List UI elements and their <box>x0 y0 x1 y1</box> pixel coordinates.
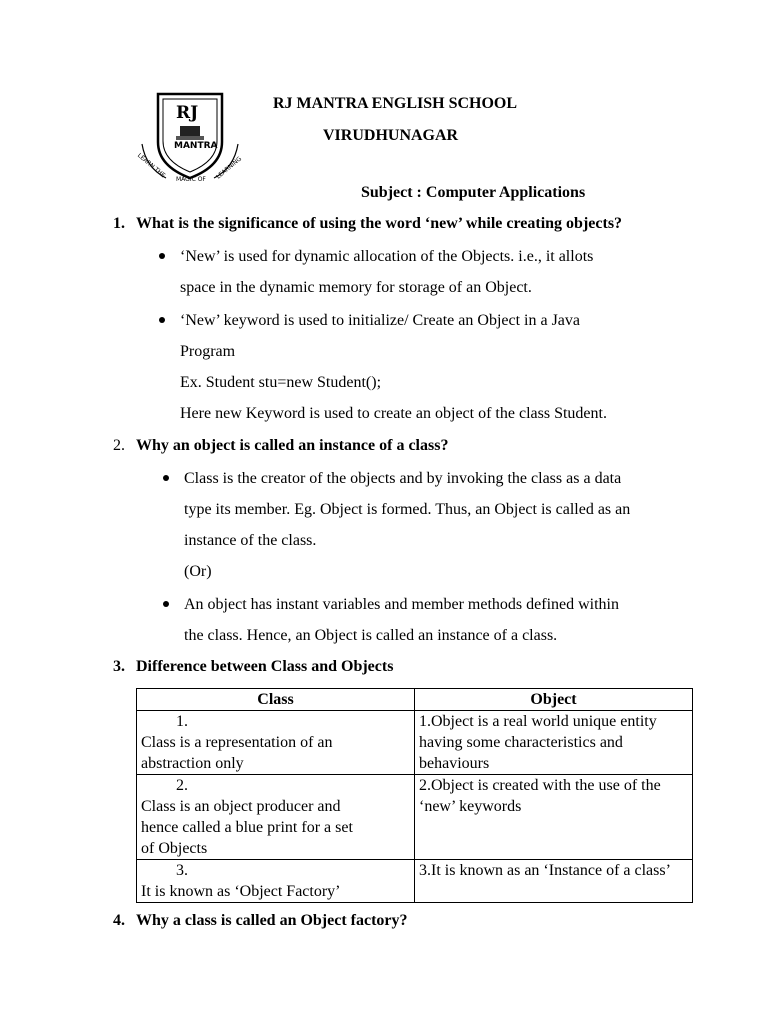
q1-explanation: Here new Keyword is used to create an object of the class Student. <box>180 405 607 422</box>
row-number: 2. <box>176 777 188 794</box>
q2-b2-line1: An object has instant variables and member methods defined within <box>184 596 619 613</box>
logo-initials: RJ <box>176 103 199 123</box>
school-city: VIRUDHUNAGAR <box>323 127 459 144</box>
q2-b1-line2: type its member. Eg. Object is formed. Thus, an Object is called as an <box>184 501 631 518</box>
table-cell-class <box>137 775 415 860</box>
school-logo <box>136 88 244 184</box>
q3-question: Difference between Class and Objects <box>136 658 394 675</box>
q2-bullet-1 <box>163 475 169 481</box>
logo-motto-mid: MAGIC OF <box>176 176 206 183</box>
q1-question: What is the significance of using the word ‘new’ while creating objects? <box>136 215 623 232</box>
logo-motto-left: LEARN THE <box>136 152 167 180</box>
q1-bullet-2 <box>159 317 165 323</box>
q1-b2-line2: Program <box>180 343 236 360</box>
q1-b1-line2: space in the dynamic memory for storage of an Object. <box>180 279 532 296</box>
table-cell-class <box>137 711 415 775</box>
class-object-table <box>136 688 693 903</box>
q1-number: 1. <box>113 215 125 232</box>
table-row <box>137 860 693 903</box>
table-row <box>137 711 693 775</box>
table-cell-class <box>137 860 415 903</box>
q1-bullet-1 <box>159 253 165 259</box>
q2-b1-line1: Class is the creator of the objects and by invoking the class as a data <box>184 470 622 487</box>
table-row <box>137 775 693 860</box>
q2-question: Why an object is called an instance of a class? <box>136 437 449 454</box>
table-cell-object: 1.Object is a real world unique entity having some characteristics and behaviours <box>415 711 693 775</box>
q1-b2-line1: ‘New’ keyword is used to initialize/ Create an Object in a Java <box>180 312 581 329</box>
table-cell-object: 2.Object is created with the use of the ‘new’ keywords <box>415 775 693 860</box>
q1-b1-line1: ‘New’ is used for dynamic allocation of the Objects. i.e., it allots <box>180 248 594 265</box>
school-name: RJ MANTRA ENGLISH SCHOOL <box>273 95 518 112</box>
q2-bullet-2 <box>163 601 169 607</box>
q2-b1-line3: instance of the class. <box>184 532 317 549</box>
class-text: It is known as ‘Object Factory’ <box>141 883 341 900</box>
table-header-class: Class <box>137 689 415 711</box>
q2-or: (Or) <box>184 563 212 580</box>
q2-b2-line2: the class. Hence, an Object is called an instance of a class. <box>184 627 558 644</box>
logo-motto-right: LEARNING <box>214 155 244 181</box>
q2-number: 2. <box>113 437 125 454</box>
q4-number: 4. <box>113 912 125 929</box>
q1-example: Ex. Student stu=new Student(); <box>180 374 382 391</box>
subject-line: Subject : Computer Applications <box>361 184 586 201</box>
q3-number: 3. <box>113 658 125 675</box>
class-text: Class is a representation of an abstraction only <box>141 734 333 772</box>
table-header-object: Object <box>415 689 693 711</box>
q4-question: Why a class is called an Object factory? <box>136 912 408 929</box>
table-cell-object: 3.It is known as an ‘Instance of a class’ <box>415 860 693 903</box>
class-text: Class is an object producer and hence called a blue print for a set of Objects <box>141 798 353 857</box>
table-header-row <box>137 689 693 711</box>
row-number: 1. <box>176 713 188 730</box>
row-number: 3. <box>176 862 188 879</box>
logo-banner: MANTRA <box>174 141 218 151</box>
